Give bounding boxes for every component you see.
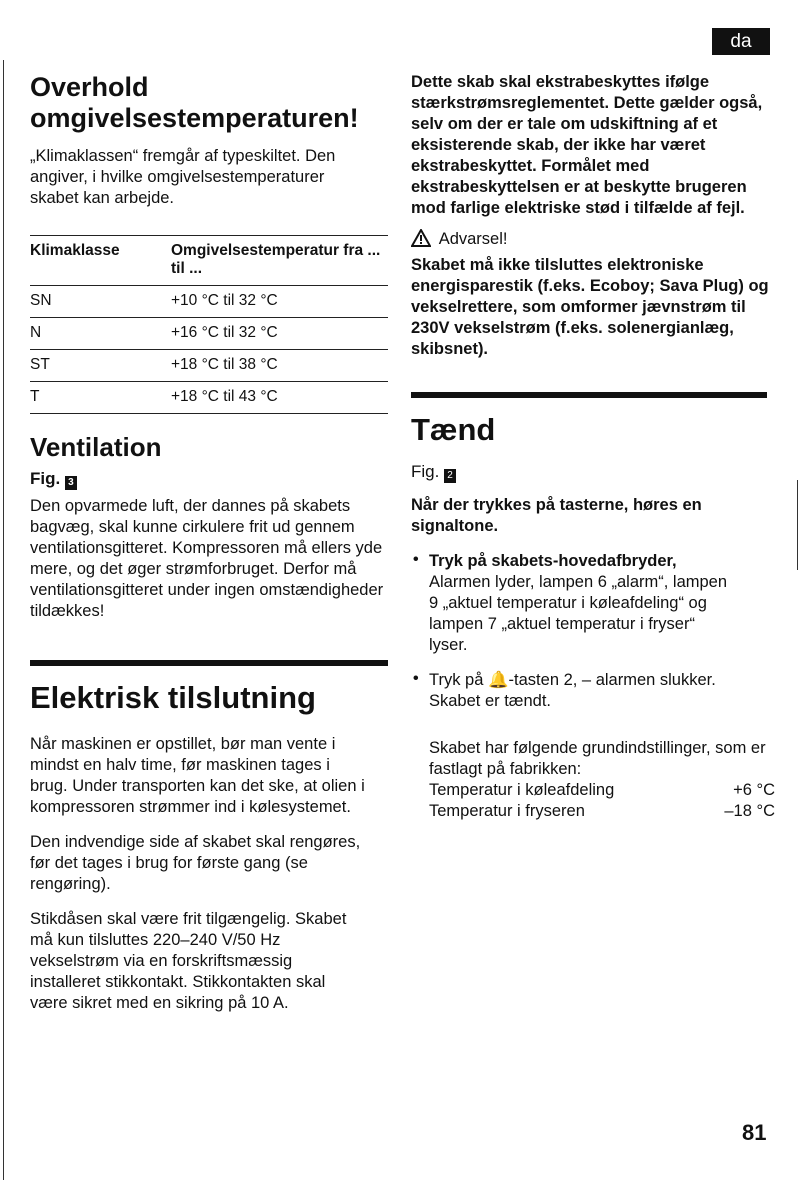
setting-label: Temperatur i fryseren (429, 802, 585, 820)
electrical-title: Elektrisk tilslutning (30, 680, 316, 715)
list-item (411, 551, 773, 656)
table-cell-class: SN (30, 286, 171, 318)
section-divider (411, 392, 767, 398)
bullet-2-text: – alarmen slukker. (577, 671, 716, 689)
language-tab: da (712, 28, 770, 55)
left-column (30, 72, 390, 1014)
figure-number-box: 2 (444, 469, 456, 483)
ventilation-title: Ventilation (30, 432, 162, 462)
protection-text: Dette skab skal ekstrabeskyttes ifølge stærkstrømsreglementet. Dette gælder også, selv om der er tale om udskiftning af et eksisterende skab, der ikke har været ekstrabeskyttet. Formålet med ekstrabeskyttelsen er at beskytte brugeren mod farlige elektriske stød i tilfælde af fejl. (411, 73, 763, 217)
setting-label: Temperatur i køleafdeling (429, 781, 615, 799)
ventilation-fig-ref (30, 469, 390, 490)
electrical-paragraph-1: Når maskinen er opstillet, bør man vente i mindst en halv time, før maskinen tages i brug. Under transporten kan det ske, at olien i kompressoren strømmer ind i kølesystemet. (30, 735, 365, 816)
setting-value: –18 °C (724, 802, 775, 820)
table-header-class: Klimaklasse (30, 236, 171, 286)
electrical-paragraph-3: Stikdåsen skal være frit tilgængelig. Skabet må kun tilsluttes 220–240 V/50 Hz vekselstrøm via en forskriftsmæssig installeret stikkontakt. Stikkontakten skal være sikret med en sikring på 10 A. (30, 910, 347, 1012)
fig-label: Fig. (411, 462, 440, 481)
page-number: 81 (742, 1120, 767, 1145)
list-item (411, 670, 773, 712)
table-row (30, 318, 388, 350)
switch-on-fig-ref (411, 462, 773, 483)
bullet-2-bold-pre: Tryk på (429, 671, 484, 689)
fig-label: Fig. (30, 469, 61, 488)
bullet-2-after: Skabet er tændt. (429, 692, 551, 710)
table-header-range: Omgivelsestemperatur fra ... til ... (171, 236, 388, 286)
defaults-intro: Skabet har følgende grundindstillinger, som er fastlagt på fabrikken: (429, 739, 766, 778)
table-cell-range: +18 °C til 38 °C (171, 350, 388, 382)
table-row (30, 382, 388, 414)
climate-class-table (30, 235, 388, 414)
switch-on-title: Tænd (411, 412, 496, 447)
bullet-2-bold-post: -tasten 2, (508, 671, 578, 689)
table-cell-range: +18 °C til 43 °C (171, 382, 388, 414)
table-cell-range: +16 °C til 32 °C (171, 318, 388, 350)
table-cell-class: N (30, 318, 171, 350)
left-margin-line (3, 60, 4, 1180)
bullet-2-line (429, 670, 729, 691)
warning-text: Skabet må ikke tilsluttes elektroniske energisparestik (f.eks. Ecoboy; Sava Plug) og vekselrettere, som omformer jævnstrøm til 230V vekselstrøm (f.eks. solenergianlæg, skibsnet). (411, 256, 769, 358)
right-column (411, 72, 773, 822)
bullet-1-text: Alarmen lyder, lampen 6 „alarm“, lampen 9 „aktuel temperatur i køleafdeling“ og lampen 7 „aktuel temperatur i fryser“ lyser. (429, 573, 728, 654)
ambient-title-line1: Overhold (30, 72, 149, 102)
alarm-bell-icon: 🔔 (488, 671, 509, 689)
bullet-1-heading: • Tryk på skabets-hovedafbryder, (429, 552, 677, 570)
ambient-intro: „Klimaklassen“ fremgår af typeskiltet. Den angiver, i hvilke omgivelsestemperaturer skabet kan arbejde. (30, 147, 336, 207)
table-row (30, 286, 388, 318)
setting-value: +6 °C (733, 781, 775, 799)
right-margin-line (797, 480, 798, 570)
section-divider (30, 660, 388, 666)
figure-number-box: 3 (65, 476, 77, 490)
setting-row (429, 780, 775, 801)
ambient-title-line2: omgivelsestemperaturen! (30, 103, 359, 133)
table-header-row (30, 236, 388, 286)
setting-row (429, 801, 775, 822)
switch-on-intro: Når der trykkes på tasterne, høres en signaltone. (411, 496, 702, 535)
warning-label: Advarsel! (438, 230, 508, 248)
ventilation-text: Den opvarmede luft, der dannes på skabets bagvæg, skal kunne cirkulere frit ud gennem ventilationsgitteret. Kompressoren må ellers yde mere, og det øger strømforbruget. Derfor må ventilationsgitteret under ingen omstændigheder tildækkes! (30, 497, 384, 620)
warning-heading (411, 229, 773, 253)
warning-icon (411, 229, 431, 253)
table-row (30, 350, 388, 382)
table-cell-class: ST (30, 350, 171, 382)
electrical-paragraph-2: Den indvendige side af skabet skal rengøres, før det tages i brug for første gang (se rengøring). (30, 833, 361, 893)
table-cell-range: +10 °C til 32 °C (171, 286, 388, 318)
table-cell-class: T (30, 382, 171, 414)
